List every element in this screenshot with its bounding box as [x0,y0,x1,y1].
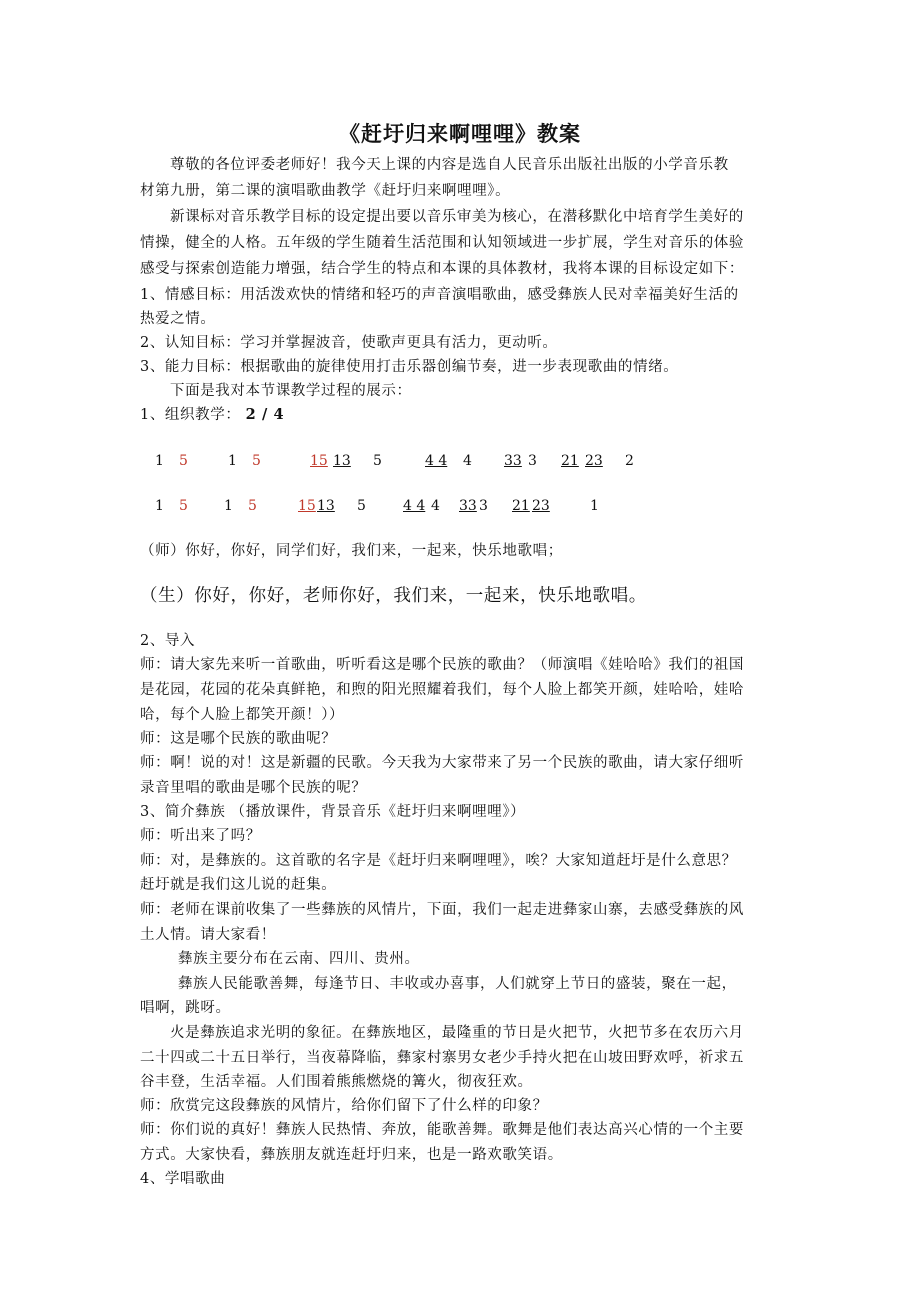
goal-emotion-cont: 热爱之情。 [140,311,216,327]
note: 3 [528,453,537,469]
process-intro: 下面是我对本节课教学过程的展示： [170,383,412,399]
paragraph-line: 土人情。请大家看！ [140,927,276,943]
paragraph-line: 唱啊，跳呀。 [140,1000,231,1016]
note: 21 [512,498,530,514]
goal-emotion: 1、情感目标：用活泼欢快的情绪和轻巧的声音演唱歌曲，感受彝族人民对幸福美好生活的 [140,287,739,303]
standard-line: 新课标对音乐教学目标的设定提出要以音乐审美为核心，在潜移默化中培育学生美好的 [170,209,744,225]
document-title: 《赶圩归来啊哩哩》教案 [339,121,581,146]
paragraph-line: 彝族主要分布在云南、四川、贵州。 [178,951,420,967]
note: 4 [431,498,440,514]
note: 1 [590,498,599,514]
standard-line: 情操，健全的人格。五年级的学生随着生活范围和认知领域进一步扩展，学生对音乐的体验 [140,235,744,251]
note: 5 [357,498,366,514]
note: 5 [248,498,257,514]
intro-line: 尊敬的各位评委老师好！我今天上课的内容是选自人民音乐出版社出版的小学音乐教 [170,157,729,173]
note: 1 [155,453,164,469]
note: 1 [155,498,164,514]
paragraph-line: 哈，每个人脸上都笑开颜！）） [140,707,345,723]
paragraph-line: 师：听出来了吗？ [140,828,261,844]
note: 2 [625,453,634,469]
goal-cognition: 2、认知目标：学习并掌握波音，使歌声更具有活力，更动听。 [140,335,558,351]
paragraph-line: 师：你们说的真好！彝族人民热情、奔放，能歌善舞。歌舞是他们表达高兴心情的一个主要 [140,1122,744,1138]
note: 33 [459,498,477,514]
note: 5 [373,453,382,469]
paragraph-line: 彝族人民能歌善舞，每逢节日、丰收或办喜事，人们就穿上节日的盛装，聚在一起， [178,976,737,992]
paragraph-line: 火是彝族追求光明的象征。在彝族地区，最隆重的节日是火把节，火把节多在农历六月 [170,1025,744,1041]
note: 5 [179,498,188,514]
note: 33 [504,453,522,469]
paragraph-line: 师：这是哪个民族的歌曲呢？ [140,731,337,747]
paragraph-line: 师：请大家先来听一首歌曲，听听看这是哪个民族的歌曲？（师演唱《娃哈哈》我们的祖国 [140,657,744,673]
intro-line: 材第九册，第二课的演唱歌曲教学《赶圩归来啊哩哩》。 [140,183,511,199]
paragraph-line: 师：欣赏完这段彝族的风情片，给你们留下了什么样的印象？ [140,1098,548,1114]
note: 5 [252,453,261,469]
goal-ability: 3、能力目标：根据歌曲的旋律使用打击乐器创编节奏，进一步表现歌曲的情绪。 [140,359,679,375]
note: 4 4 [403,498,426,514]
paragraph-line: 是花园，花园的花朵真鲜艳，和煦的阳光照耀着我们，每个人脸上都笑开颜，娃哈哈，娃哈 [140,682,744,698]
note: 3 [479,498,488,514]
student-greeting: （生）你好，你好，老师你好，我们来，一起来，快乐地歌唱。 [140,586,647,606]
note: 23 [532,498,550,514]
standard-line: 感受与探索创造能力增强，结合学生的特点和本课的具体教材，我将本课的目标设定如下： [140,261,744,277]
note: 4 [463,453,472,469]
note: 21 [561,453,579,469]
paragraph-line: 录音里唱的歌曲是哪个民族的呢？ [140,780,367,796]
note: 15 [298,498,316,514]
paragraph-line: 方式。大家快看，彝族朋友就连赶圩归来，也是一路欢歌笑语。 [140,1147,563,1163]
note: 4 4 [425,453,448,469]
paragraph-line: 谷丰登，生活幸福。人们围着熊熊燃烧的篝火，彻夜狂欢。 [140,1074,533,1090]
note: 5 [179,453,188,469]
section-organize [140,402,790,428]
section-heading: 4、学唱歌曲 [140,1171,226,1187]
paragraph-line: 二十四或二十五日举行，当夜幕降临，彝家村寨男女老少手持火把在山坡田野欢呼，祈求五 [140,1050,744,1066]
time-signature: 2 / 4 [245,406,285,423]
section-organize-label: 1、组织教学： [140,407,241,423]
section-heading: 2、导入 [140,633,196,649]
paragraph-line: 师：老师在课前收集了一些彝族的风情片，下面，我们一起走进彝家山寨，去感受彝族的风 [140,902,744,918]
paragraph-line: 师：对，是彝族的。这首歌的名字是《赶圩归来啊哩哩》，唉？大家知道赶圩是什么意思？ [140,853,737,869]
teacher-greeting: （师）你好，你好，同学们好，我们来，一起来，快乐地歌唱； [140,543,563,559]
section-heading: 3、简介彝族 （播放课件，背景音乐《赶圩归来啊哩哩》） [140,804,526,820]
paragraph-line: 赶圩就是我们这儿说的赶集。 [140,877,337,893]
note: 13 [317,498,335,514]
note: 13 [333,453,351,469]
note: 15 [310,453,328,469]
note: 23 [585,453,603,469]
note: 1 [224,498,233,514]
paragraph-line: 师：啊！说的对！这是新疆的民歌。今天我为大家带来了另一个民族的歌曲，请大家仔细听 [140,755,744,771]
note: 1 [228,453,237,469]
